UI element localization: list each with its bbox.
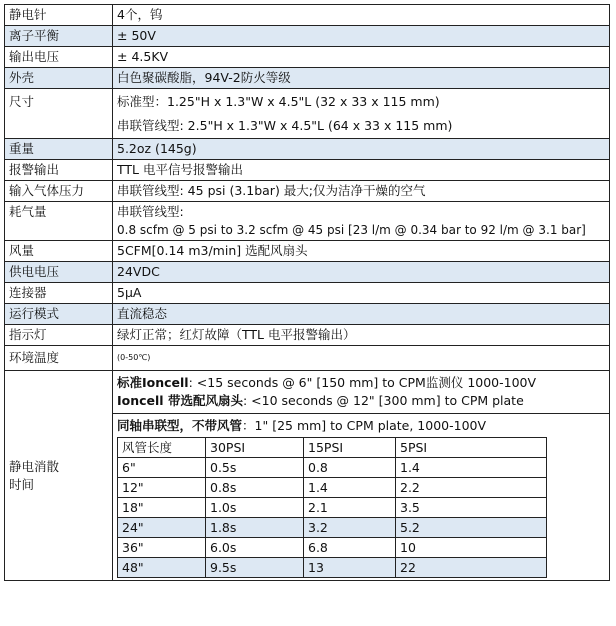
tube-cell-15psi: 13 [304, 558, 396, 578]
label-supply-voltage: 供电电压 [5, 262, 113, 283]
row-electrodes [5, 5, 610, 26]
tube-cell-length: 48" [118, 558, 206, 578]
value-ion-balance: ± 50V [113, 26, 610, 47]
tube-cell-5psi: 22 [396, 558, 547, 578]
tube-cell-5psi: 3.5 [396, 498, 547, 518]
discharge-label-line2: 时间 [9, 476, 35, 492]
tube-cell-30psi: 0.8s [206, 478, 304, 498]
label-airflow: 风量 [5, 241, 113, 262]
value-ambient-temp: (0-50℃) [113, 346, 610, 371]
air-consumption-line1: 串联管线型: [117, 204, 184, 219]
value-indicator: 绿灯正常；红灯故障（TTL 电平报警输出） [113, 325, 610, 346]
tube-cell-length: 18" [118, 498, 206, 518]
discharge-standard-text: : <15 seconds @ 6" [150 mm] to CPM监测仪 1000-100V [188, 375, 537, 390]
discharge-coax [113, 413, 609, 435]
tube-cell-30psi: 1.8s [206, 518, 304, 538]
label-housing: 外壳 [5, 68, 113, 89]
row-airflow [5, 241, 610, 262]
label-ambient-temp: 环境温度 [5, 346, 113, 371]
discharge-label-line1: 静电消散 [9, 458, 60, 474]
tube-cell-length: 12" [118, 478, 206, 498]
tube-cell-length: 6" [118, 458, 206, 478]
tube-cell-15psi: 0.8 [304, 458, 396, 478]
row-size [5, 89, 610, 139]
discharge-standard [117, 374, 605, 392]
value-supply-voltage: 24VDC [113, 262, 610, 283]
tube-cell-length: 36" [118, 538, 206, 558]
value-air-consumption [113, 202, 610, 241]
row-supply-voltage [5, 262, 610, 283]
tube-cell-15psi: 2.1 [304, 498, 396, 518]
label-output-voltage: 输出电压 [5, 47, 113, 68]
row-discharge [5, 371, 610, 581]
tube-table-row [118, 498, 547, 518]
discharge-standard-bold: 标准Ioncell [117, 375, 189, 390]
label-ion-balance: 离子平衡 [5, 26, 113, 47]
label-size: 尺寸 [5, 89, 113, 139]
label-air-consumption: 耗气量 [5, 202, 113, 241]
spec-table [4, 4, 610, 581]
value-airflow: 5CFM[0.14 m3/min] 选配风扇头 [113, 241, 610, 262]
row-weight [5, 139, 610, 160]
size-inline: 串联管线型: 2.5"H x 1.3"W x 4.5"L (64 x 33 x 115 mm) [117, 118, 453, 133]
label-indicator: 指示灯 [5, 325, 113, 346]
label-electrodes: 静电针 [5, 5, 113, 26]
label-connector: 连接器 [5, 283, 113, 304]
label-run-mode: 运行模式 [5, 304, 113, 325]
tube-header-30psi: 30PSI [206, 438, 304, 458]
tube-cell-15psi: 6.8 [304, 538, 396, 558]
tube-cell-30psi: 0.5s [206, 458, 304, 478]
label-input-pressure: 输入气体压力 [5, 181, 113, 202]
value-run-mode: 直流稳态 [113, 304, 610, 325]
value-housing: 白色聚碳酸脂，94V-2防火等级 [113, 68, 610, 89]
row-housing [5, 68, 610, 89]
value-connector: 5µA [113, 283, 610, 304]
value-weight: 5.2oz (145g) [113, 139, 610, 160]
discharge-fan [117, 392, 605, 410]
value-electrodes: 4个，钨 [113, 5, 610, 26]
value-discharge [113, 371, 610, 581]
row-air-consumption [5, 202, 610, 241]
tube-cell-5psi: 1.4 [396, 458, 547, 478]
tube-table-row [118, 458, 547, 478]
row-ion-balance [5, 26, 610, 47]
tube-cell-30psi: 6.0s [206, 538, 304, 558]
row-indicator [5, 325, 610, 346]
tube-cell-15psi: 1.4 [304, 478, 396, 498]
tube-cell-5psi: 5.2 [396, 518, 547, 538]
value-output-voltage: ± 4.5KV [113, 47, 610, 68]
tube-table-row [118, 518, 547, 538]
row-alarm [5, 160, 610, 181]
value-alarm: TTL 电平信号报警输出 [113, 160, 610, 181]
tube-cell-30psi: 1.0s [206, 498, 304, 518]
row-connector [5, 283, 610, 304]
value-size [113, 89, 610, 139]
label-discharge [5, 371, 113, 581]
row-run-mode [5, 304, 610, 325]
label-alarm: 报警输出 [5, 160, 113, 181]
tube-cell-5psi: 10 [396, 538, 547, 558]
tube-table-header [118, 438, 547, 458]
tube-table-row [118, 478, 547, 498]
air-consumption-line2: 0.8 scfm @ 5 psi to 3.2 scfm @ 45 psi [23 l/m @ 0.34 bar to 92 l/m @ 3.1 bar] [117, 223, 586, 237]
label-weight: 重量 [5, 139, 113, 160]
tube-header-length: 风管长度 [118, 438, 206, 458]
tube-cell-length: 24" [118, 518, 206, 538]
tube-cell-5psi: 2.2 [396, 478, 547, 498]
discharge-coax-text: ：1" [25 mm] to CPM plate, 1000-100V [242, 418, 487, 433]
row-output-voltage [5, 47, 610, 68]
discharge-fan-text: : <10 seconds @ 12" [300 mm] to CPM plate [242, 393, 524, 408]
size-standard: 标准型：1.25"H x 1.3"W x 4.5"L (32 x 33 x 115 mm) [117, 94, 440, 109]
discharge-coax-bold: 同轴串联型，不带风管 [117, 418, 243, 433]
row-input-pressure [5, 181, 610, 202]
value-input-pressure: 串联管线型: 45 psi (3.1bar) 最大;仅为洁净干燥的空气 [113, 181, 610, 202]
tube-cell-15psi: 3.2 [304, 518, 396, 538]
tube-table-row [118, 538, 547, 558]
discharge-fan-bold: Ioncell 带选配风扇头 [117, 393, 243, 408]
tube-header-15psi: 15PSI [304, 438, 396, 458]
tube-length-table [117, 437, 547, 578]
tube-table-row [118, 558, 547, 578]
tube-header-5psi: 5PSI [396, 438, 547, 458]
row-ambient-temp [5, 346, 610, 371]
tube-cell-30psi: 9.5s [206, 558, 304, 578]
